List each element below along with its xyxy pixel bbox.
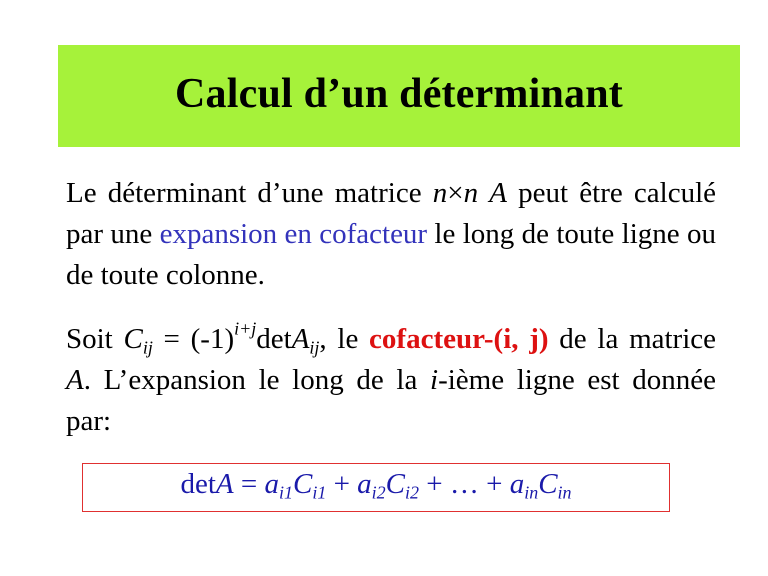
paragraph2-text-b: , le — [319, 323, 370, 355]
cofactor-symbol: C — [123, 323, 143, 355]
paragraph-determinant-definition — [66, 173, 716, 296]
matrix-name-2: A — [66, 364, 84, 396]
formula-a2-sub: i2 — [371, 482, 386, 503]
formula-ellipsis: + … + — [418, 468, 510, 500]
formula-cn: C — [538, 468, 558, 500]
paragraph-cofactor-definition — [66, 319, 716, 442]
row-index: i — [430, 364, 439, 396]
formula-c2: C — [385, 468, 405, 500]
minor-symbol: A — [291, 323, 310, 355]
formula-cn-sub: in — [557, 482, 572, 503]
cofactor-expansion-formula — [180, 468, 571, 501]
matrix-dim-n1: n — [432, 177, 448, 209]
formula-c1: C — [292, 468, 313, 500]
formula-an-sub: in — [524, 482, 539, 503]
matrix-name: A — [489, 177, 507, 209]
formula-matrix: A — [215, 468, 234, 500]
formula-an: a — [509, 468, 525, 500]
space — [478, 177, 489, 209]
paragraph2-text-d: . L’expansion le long de la — [83, 364, 430, 396]
formula-a1-sub: i1 — [279, 482, 293, 503]
formula-a1: a — [264, 468, 279, 500]
formula-plus-1: + — [326, 468, 358, 500]
paragraph1-text-a: Le déterminant d’une matrice — [66, 177, 433, 209]
formula-a2: a — [357, 468, 372, 500]
slide-title: Calcul d’un déterminant — [175, 71, 623, 117]
sign-exponent: i+j — [234, 318, 257, 339]
formula-c1-sub: i1 — [312, 482, 327, 503]
det-operator: det — [256, 323, 292, 355]
formula-c2-sub: i2 — [405, 482, 419, 503]
cofactor-expansion-highlight: expansion en cofacteur — [159, 218, 428, 250]
cofactor-ij-highlight: cofacteur-(i, j) — [369, 323, 549, 355]
formula-box — [82, 463, 670, 512]
paragraph2-equals: = (-1) — [152, 323, 235, 355]
title-banner — [58, 45, 740, 147]
cofactor-subscript: ij — [142, 337, 153, 358]
matrix-dim-n2: n — [463, 177, 479, 209]
minor-subscript: ij — [309, 337, 320, 358]
paragraph2-text-a: Soit — [66, 323, 124, 355]
paragraph1-text-c: le long de toute ligne ou de toute colonne. — [66, 218, 716, 291]
paragraph2-text-c: de la matrice — [548, 323, 717, 355]
times-symbol: × — [447, 177, 464, 209]
paragraph2-text-e: -ième ligne est donnée par: — [66, 364, 716, 437]
formula-equals: = — [233, 468, 265, 500]
paragraph1-text-b: peut être calculé par une — [66, 177, 716, 250]
formula-det: det — [180, 468, 216, 500]
